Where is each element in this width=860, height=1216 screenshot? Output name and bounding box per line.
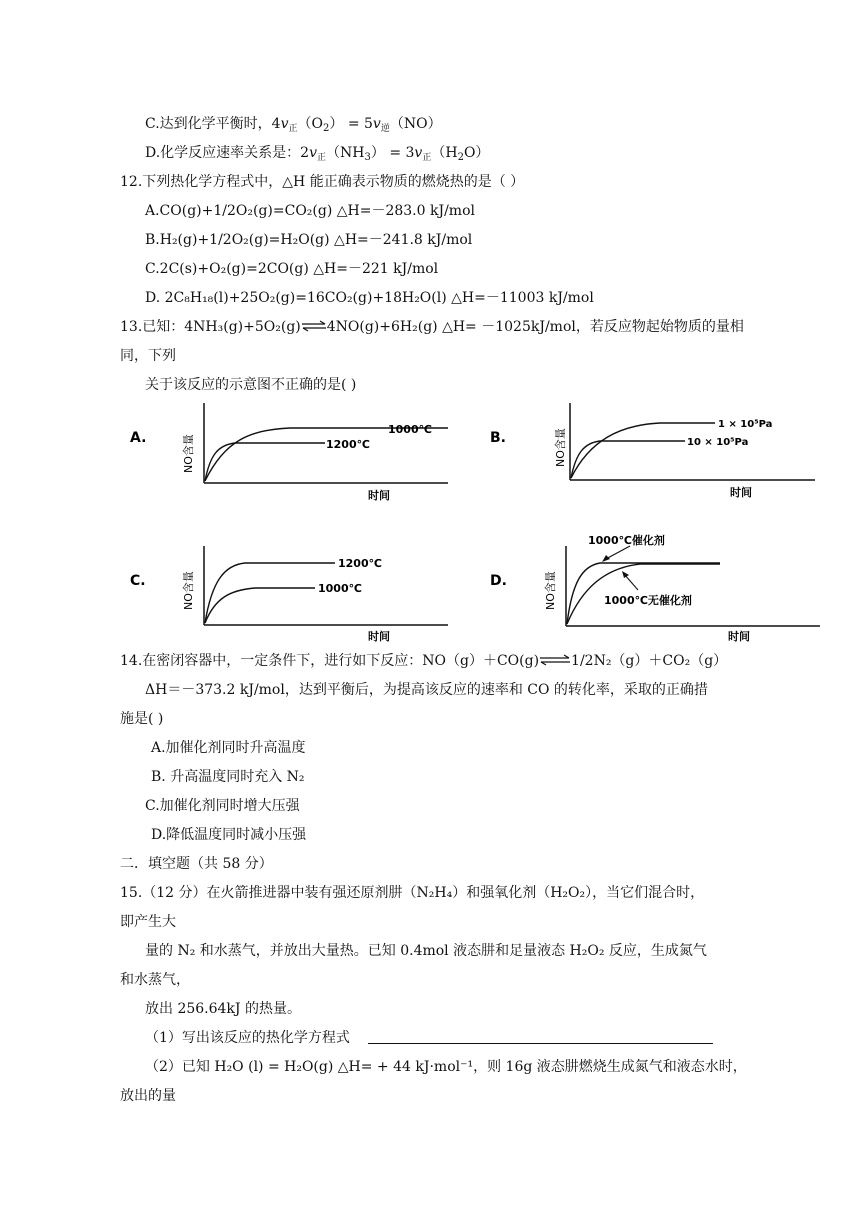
q14-option-c: C.加催化剂同时增大压强 — [145, 798, 300, 814]
q12-option-a: A.CO(g)+1/2O₂(g)=CO₂(g) △H=－283.0 kJ/mol — [145, 203, 475, 219]
q14-stem-cont: ΔH＝－373.2 kJ/mol，达到平衡后，为提高该反应的速率和 CO 的转化率，采取的正确措 — [145, 682, 708, 698]
q13-question: 关于该反应的示意图不正确的是( ) — [145, 377, 357, 393]
q11-option-d: D.化学反应速率关系是：$2v_正(NH_3) = 3v_正(H_2O)$ — [145, 145, 490, 163]
q15-sub-1: （1）写出该反应的热化学方程式 — [145, 1029, 713, 1047]
curve-bottom — [571, 441, 685, 478]
q13-stem-cont: 同，下列 — [120, 348, 176, 364]
q12-option-c: C.2C(s)+O₂(g)=2CO(g) △H=－221 kJ/mol — [145, 261, 439, 277]
q15-line-1: 15.（12 分）在火箭推进器中装有强还原剂肼（N₂H₄）和强氧化剂（H₂O₂），当它们混合时， — [120, 885, 705, 901]
q12-stem: 12.下列热化学方程式中，△H 能正确表示物质的燃烧热的是（ ） — [120, 174, 525, 190]
curve-top — [205, 563, 335, 623]
curve-top-label: 1000℃催化剂 — [588, 534, 665, 547]
q15-line-4: 和水蒸气， — [120, 972, 190, 988]
curve-bottom-label: 1000℃ — [318, 582, 362, 595]
q14-option-a: A.加催化剂同时升高温度 — [151, 740, 306, 756]
axis-ylabel: NO含量 — [182, 571, 195, 610]
graph-b — [490, 395, 830, 505]
axis-ylabel: NO含量 — [544, 571, 557, 610]
q12-option-b: B.H₂(g)+1/2O₂(g)=H₂O(g) △H=－241.8 kJ/mol — [145, 232, 473, 248]
axis-xlabel: 时间 — [728, 630, 750, 643]
section-heading: 二．填空题（共 58 分） — [120, 856, 273, 872]
q15-line-5: 放出 256.64kJ 的热量。 — [145, 1001, 301, 1017]
graph-d — [490, 528, 830, 643]
curve-top-label: 1200℃ — [338, 557, 382, 570]
q15-sub-2-cont: 放出的量 — [120, 1088, 176, 1104]
curve-bottom-label: 1000℃无催化剂 — [604, 594, 692, 607]
q14-stem: 14.在密闭容器中，一定条件下，进行如下反应：NO（g）＋CO(g) 1/2N₂（g）＋CO₂（g） — [120, 653, 728, 669]
curve-bottom-label: 10 × 10⁵Pa — [687, 437, 749, 448]
curve-bottom-label: 1200℃ — [326, 438, 370, 451]
arrowhead-icon — [602, 555, 610, 562]
arrowhead-icon — [622, 571, 629, 578]
curve-bottom — [205, 443, 325, 481]
curve-bottom — [205, 588, 315, 623]
axis-xlabel: 时间 — [368, 630, 390, 643]
q14-option-b: B. 升高温度同时充入 N₂ — [151, 769, 305, 785]
axis-ylabel: NO含量 — [182, 434, 195, 473]
q12-option-d: D. 2C₈H₁₈(l)+25O₂(g)=16CO₂(g)+18H₂O(l) △H=－11003 kJ/mol — [145, 290, 594, 306]
q14-stem-end: 施是( ) — [120, 711, 164, 727]
q11-option-c: C.达到化学平衡时，$4v_正(O_2) = 5v_逆(NO)$ — [145, 116, 442, 134]
q13-stem: 13.已知：4NH₃(g)+5O₂(g) 4NO(g)+6H₂(g) △H= －1025kJ/mol，若反应物起始物质的量相 — [120, 319, 744, 335]
curve-top-label: 1 × 10⁵Pa — [718, 419, 773, 430]
q15-line-2: 即产生大 — [120, 914, 176, 930]
answer-blank[interactable] — [368, 1029, 713, 1044]
axis-ylabel: NO含量 — [554, 428, 567, 467]
graph-label: C. — [130, 573, 146, 589]
q15-line-3: 量的 N₂ 和水蒸气，并放出大量热。已知 0.4mol 液态肼和足量液态 H₂O₂ 反应，生成氮气 — [145, 943, 707, 959]
graph-c — [130, 540, 460, 645]
graph-label: D. — [490, 573, 507, 589]
graph-label: B. — [490, 430, 506, 446]
axis-xlabel: 时间 — [730, 486, 752, 499]
graph-a — [130, 395, 460, 505]
equilibrium-arrow-icon — [301, 320, 327, 332]
curve-top — [571, 423, 715, 478]
q15-sub-2: （2）已知 H₂O (l) = H₂O(g) △H= + 44 kJ·mol⁻¹，则 16g 液态肼燃烧生成氮气和液态水时， — [145, 1059, 747, 1075]
curve-top-label: 1000℃ — [388, 423, 432, 436]
graph-label: A. — [130, 430, 147, 446]
equilibrium-arrow-icon — [539, 654, 571, 666]
axis-xlabel: 时间 — [368, 489, 390, 502]
q14-option-d: D.降低温度同时减小压强 — [151, 827, 307, 843]
